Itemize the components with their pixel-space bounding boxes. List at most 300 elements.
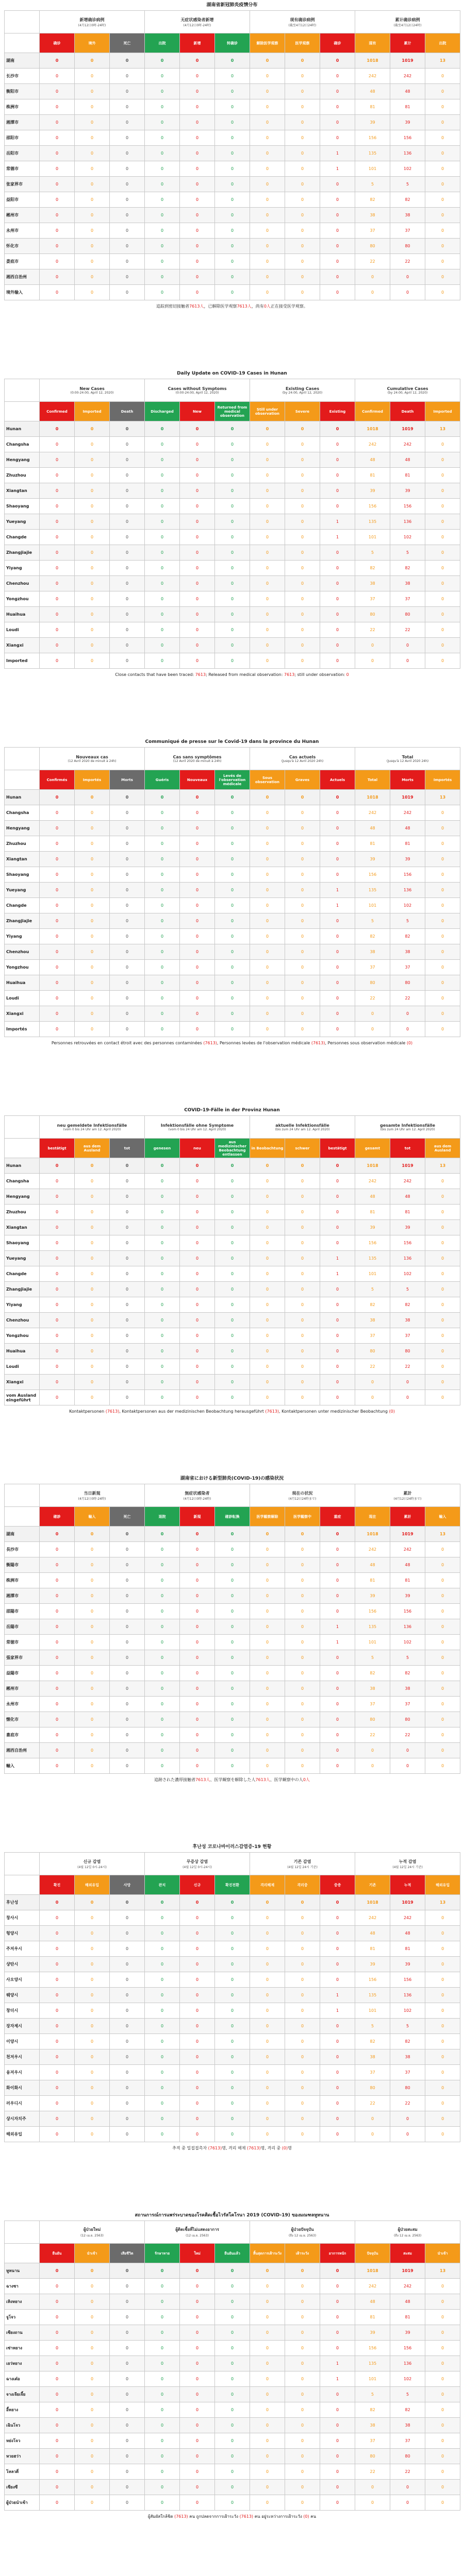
value-cell: 0 (215, 1619, 250, 1635)
value-cell: 0 (250, 991, 285, 1006)
value-cell: 0 (75, 146, 110, 161)
value-cell: 0 (320, 2418, 355, 2433)
value-cell: 0 (250, 1941, 285, 1957)
table-row (5, 622, 460, 638)
table-row (5, 177, 460, 192)
value-cell: 1019 (390, 2263, 425, 2279)
value-cell: 0 (75, 1941, 110, 1957)
value-cell: 0 (425, 239, 460, 254)
region-name: 湘潭市 (5, 1588, 40, 1604)
value-cell: 0 (320, 437, 355, 452)
stats-table (4, 1484, 460, 1774)
value-cell: 82 (390, 2034, 425, 2049)
value-cell: 0 (390, 1743, 425, 1758)
value-cell: 0 (40, 653, 75, 669)
column-header: 确诊 (40, 33, 75, 53)
value-cell: 37 (390, 2433, 425, 2449)
table-row (5, 821, 460, 836)
group-header (250, 11, 355, 33)
value-cell: 0 (215, 254, 250, 269)
value-cell: 0 (425, 269, 460, 285)
value-cell: 0 (285, 2003, 320, 2019)
value-cell: 0 (320, 1926, 355, 1941)
value-cell: 0 (110, 239, 145, 254)
value-cell: 0 (180, 285, 215, 300)
value-cell: 0 (75, 1557, 110, 1573)
value-cell: 80 (390, 975, 425, 991)
column-header: Sous observation (250, 770, 285, 790)
value-cell: 1 (320, 514, 355, 530)
value-cell: 0 (215, 239, 250, 254)
value-cell: 1019 (390, 790, 425, 805)
region-header (5, 1875, 40, 1895)
value-cell: 0 (425, 805, 460, 821)
value-cell: 0 (180, 1174, 215, 1189)
value-cell: 0 (215, 1588, 250, 1604)
value-cell: 0 (40, 1557, 75, 1573)
value-cell: 22 (355, 254, 390, 269)
region-name: 永州市 (5, 1697, 40, 1712)
footnote-text: Close contacts that have been traced: (115, 672, 195, 677)
value-cell: 0 (40, 1235, 75, 1251)
value-cell: 0 (75, 1588, 110, 1604)
value-cell: 0 (320, 2127, 355, 2142)
column-header: อาการหนัก (320, 2244, 355, 2263)
value-cell: 82 (355, 2034, 390, 2049)
value-cell: 0 (215, 1666, 250, 1681)
value-cell: 0 (285, 1941, 320, 1957)
value-cell: 0 (75, 2356, 110, 2371)
value-cell: 0 (250, 2433, 285, 2449)
column-header-row (5, 1507, 460, 1527)
value-cell: 0 (285, 1743, 320, 1758)
section-title: Communiqué de presse sur le Covid-19 dans la province du Hunan (145, 739, 319, 744)
value-cell: 0 (215, 1758, 250, 1774)
value-cell: 48 (355, 452, 390, 468)
group-subtitle: (4월 12일 24시 기준) (392, 1865, 423, 1869)
value-cell: 0 (40, 2034, 75, 2049)
value-cell: 0 (40, 115, 75, 130)
table-row (5, 1006, 460, 1022)
value-cell: 0 (285, 2495, 320, 2511)
column-header-row (5, 770, 460, 790)
column-header: 累計 (390, 1507, 425, 1527)
table-row (5, 929, 460, 944)
value-cell: 0 (390, 2495, 425, 2511)
value-cell: 0 (425, 867, 460, 883)
value-cell: 81 (355, 468, 390, 483)
region-name: 岳阳市 (5, 146, 40, 161)
value-cell: 0 (75, 1712, 110, 1727)
value-cell: 0 (145, 1972, 180, 1988)
value-cell: 0 (145, 2464, 180, 2480)
value-cell: 0 (110, 2096, 145, 2111)
value-cell: 0 (180, 452, 215, 468)
value-cell: 0 (425, 2279, 460, 2294)
value-cell: 0 (145, 2111, 180, 2127)
value-cell: 0 (320, 2294, 355, 2310)
value-cell: 0 (355, 638, 390, 653)
value-cell: 0 (110, 1282, 145, 1297)
value-cell: 0 (425, 944, 460, 960)
value-cell: 0 (75, 960, 110, 975)
region-name: Zhuzhou (5, 1205, 40, 1220)
value-cell: 38 (355, 2418, 390, 2433)
value-cell: 0 (110, 1727, 145, 1743)
value-cell: 0 (320, 2449, 355, 2464)
group-header-row (5, 11, 460, 33)
value-cell: 48 (355, 821, 390, 836)
value-cell: 0 (40, 1266, 75, 1282)
value-cell: 0 (425, 1359, 460, 1375)
value-cell: 0 (425, 1282, 460, 1297)
table-section (4, 0, 460, 309)
value-cell: 0 (145, 1988, 180, 2003)
value-cell: 0 (250, 1375, 285, 1390)
value-cell: 0 (425, 1957, 460, 1972)
column-header: สะสม (390, 2244, 425, 2263)
column-header: 退院 (145, 1507, 180, 1527)
value-cell: 0 (425, 192, 460, 208)
table-row (5, 2065, 460, 2080)
region-name: 사오양시 (5, 1972, 40, 1988)
value-cell: 0 (75, 2111, 110, 2127)
value-cell: 0 (180, 514, 215, 530)
value-cell: 48 (355, 1926, 390, 1941)
value-cell: 0 (320, 836, 355, 852)
value-cell: 0 (250, 1359, 285, 1375)
value-cell: 0 (215, 1235, 250, 1251)
value-cell: 0 (110, 1619, 145, 1635)
value-cell: 0 (180, 1910, 215, 1926)
value-cell: 0 (250, 545, 285, 561)
value-cell: 0 (180, 499, 215, 514)
value-cell: 0 (285, 2402, 320, 2418)
value-cell: 0 (390, 269, 425, 285)
value-cell: 0 (145, 2294, 180, 2310)
value-cell: 0 (425, 1650, 460, 1666)
value-cell: 156 (355, 1604, 390, 1619)
value-cell: 0 (285, 991, 320, 1006)
region-name: Hengyang (5, 1189, 40, 1205)
value-cell: 0 (250, 638, 285, 653)
region-name: Xiangtan (5, 1220, 40, 1235)
value-cell: 0 (180, 53, 215, 69)
group-title: Cas actuels (289, 754, 316, 759)
table-row (5, 1266, 460, 1282)
value-cell: 5 (390, 2019, 425, 2034)
value-cell: 0 (75, 1527, 110, 1542)
value-cell: 0 (285, 1957, 320, 1972)
value-cell: 0 (425, 2325, 460, 2341)
value-cell: 0 (285, 576, 320, 591)
value-cell: 0 (40, 1251, 75, 1266)
value-cell: 0 (215, 638, 250, 653)
table-row (5, 2096, 460, 2111)
value-cell: 0 (40, 239, 75, 254)
value-cell: 0 (110, 1313, 145, 1328)
value-cell: 0 (250, 1235, 285, 1251)
value-cell: 0 (215, 2019, 250, 2034)
value-cell: 82 (390, 561, 425, 576)
value-cell: 81 (355, 2310, 390, 2325)
value-cell: 0 (40, 1758, 75, 1774)
value-cell: 0 (75, 991, 110, 1006)
value-cell: 0 (320, 1328, 355, 1344)
value-cell: 0 (110, 499, 145, 514)
value-cell: 0 (110, 1359, 145, 1375)
region-name: 婁底市 (5, 1727, 40, 1743)
value-cell: 48 (390, 1189, 425, 1205)
value-cell: 0 (425, 960, 460, 975)
value-cell: 0 (180, 2480, 215, 2495)
column-header: 격리해제 (250, 1875, 285, 1895)
value-cell: 0 (145, 1895, 180, 1910)
value-cell: 0 (180, 84, 215, 99)
column-header: genesen (145, 1139, 180, 1158)
value-cell: 0 (320, 1375, 355, 1390)
table-row (5, 2263, 460, 2279)
value-cell: 0 (320, 499, 355, 514)
region-name: Yiyang (5, 561, 40, 576)
value-cell: 0 (110, 638, 145, 653)
value-cell: 0 (40, 545, 75, 561)
value-cell: 0 (110, 2034, 145, 2049)
value-cell: 0 (425, 2080, 460, 2096)
column-header: 医学観察中 (285, 1507, 320, 1527)
region-header (5, 1139, 40, 1158)
footnote (4, 1774, 460, 1783)
table-row (5, 1158, 460, 1174)
value-cell: 0 (75, 1988, 110, 2003)
value-cell: 0 (40, 1588, 75, 1604)
value-cell: 0 (75, 1743, 110, 1758)
value-cell: 0 (75, 1972, 110, 1988)
value-cell: 0 (250, 161, 285, 177)
value-cell: 0 (285, 836, 320, 852)
value-cell: 0 (215, 591, 250, 607)
value-cell: 0 (425, 2049, 460, 2065)
group-title: Cas sans symptômes (173, 754, 222, 759)
value-cell: 39 (355, 1957, 390, 1972)
column-header: 累计 (390, 33, 425, 53)
value-cell: 0 (425, 161, 460, 177)
value-cell: 0 (145, 2341, 180, 2356)
footnote (4, 669, 460, 677)
value-cell: 0 (320, 1573, 355, 1588)
value-cell: 0 (320, 2049, 355, 2065)
group-subtitle: (截至4月12日24时) (393, 23, 422, 27)
value-cell: 13 (425, 1895, 460, 1910)
value-cell: 0 (145, 1573, 180, 1588)
value-cell: 0 (285, 2325, 320, 2341)
value-cell: 0 (180, 1344, 215, 1359)
table-row (5, 1635, 460, 1650)
value-cell: 0 (285, 452, 320, 468)
value-cell: 39 (390, 1220, 425, 1235)
value-cell: 82 (390, 2402, 425, 2418)
value-cell: 38 (390, 944, 425, 960)
value-cell: 0 (75, 1957, 110, 1972)
value-cell: 0 (215, 960, 250, 975)
value-cell: 0 (110, 2279, 145, 2294)
table-row (5, 975, 460, 991)
footnote-number: (7613) (105, 1409, 120, 1414)
value-cell: 13 (425, 421, 460, 437)
value-cell: 0 (425, 1712, 460, 1727)
value-cell: 0 (145, 607, 180, 622)
value-cell: 0 (250, 1895, 285, 1910)
table-row (5, 483, 460, 499)
group-title: Infektionsfälle ohne Symptome (160, 1123, 234, 1128)
value-cell: 1019 (390, 421, 425, 437)
value-cell: 0 (145, 1266, 180, 1282)
value-cell: 0 (40, 130, 75, 146)
value-cell: 0 (40, 1988, 75, 2003)
region-name: 창사시 (5, 1910, 40, 1926)
value-cell: 0 (180, 1527, 215, 1542)
value-cell: 136 (390, 514, 425, 530)
table-section (4, 368, 460, 677)
value-cell: 0 (250, 821, 285, 836)
value-cell: 0 (145, 1957, 180, 1972)
value-cell: 0 (215, 2080, 250, 2096)
value-cell: 0 (425, 130, 460, 146)
value-cell: 0 (145, 514, 180, 530)
value-cell: 0 (180, 1557, 215, 1573)
value-cell: 0 (390, 638, 425, 653)
value-cell: 0 (285, 2263, 320, 2279)
value-cell: 0 (110, 929, 145, 944)
value-cell: 0 (75, 115, 110, 130)
table-row (5, 1910, 460, 1926)
group-title: ผู้ป่วยปัจจุบัน (291, 2227, 314, 2232)
value-cell: 0 (145, 1619, 180, 1635)
value-cell: 0 (180, 790, 215, 805)
column-header: Discharged (145, 402, 180, 421)
table-row (5, 576, 460, 591)
value-cell: 0 (215, 944, 250, 960)
value-cell: 102 (390, 898, 425, 913)
stats-table (4, 2221, 460, 2511)
value-cell: 0 (250, 84, 285, 99)
value-cell: 0 (250, 1390, 285, 1405)
table-row (5, 805, 460, 821)
table-row (5, 836, 460, 852)
value-cell: 0 (320, 1588, 355, 1604)
value-cell: 0 (425, 929, 460, 944)
group-header (250, 379, 355, 402)
value-cell: 0 (390, 653, 425, 669)
value-cell: 0 (180, 146, 215, 161)
value-cell: 0 (425, 1743, 460, 1758)
value-cell: 0 (40, 177, 75, 192)
value-cell: 0 (320, 821, 355, 836)
value-cell: 0 (180, 2341, 215, 2356)
group-title: 무증상 감염 (186, 1859, 208, 1864)
value-cell: 0 (75, 2279, 110, 2294)
value-cell: 0 (180, 1957, 215, 1972)
value-cell: 1 (320, 898, 355, 913)
column-header: 确诊 (320, 33, 355, 53)
value-cell: 0 (215, 99, 250, 115)
value-cell: 0 (110, 2341, 145, 2356)
value-cell: 0 (145, 944, 180, 960)
value-cell: 0 (250, 883, 285, 898)
group-header (145, 11, 250, 33)
region-name: 장자제시 (5, 2019, 40, 2034)
value-cell: 0 (180, 254, 215, 269)
value-cell: 0 (425, 99, 460, 115)
section-title: 湖南省新冠肺炎疫情分布 (206, 3, 258, 8)
value-cell: 0 (110, 2080, 145, 2096)
value-cell: 0 (250, 1189, 285, 1205)
value-cell: 0 (250, 852, 285, 867)
table-row (5, 499, 460, 514)
value-cell: 0 (215, 1359, 250, 1375)
value-cell: 0 (425, 1666, 460, 1681)
value-cell: 0 (145, 2065, 180, 2080)
value-cell: 0 (285, 1022, 320, 1037)
value-cell: 0 (40, 99, 75, 115)
value-cell: 0 (40, 483, 75, 499)
value-cell: 0 (145, 1189, 180, 1205)
value-cell: 0 (215, 2049, 250, 2065)
value-cell: 0 (390, 1006, 425, 1022)
value-cell: 0 (75, 1390, 110, 1405)
value-cell: 0 (285, 1681, 320, 1697)
value-cell: 102 (390, 2371, 425, 2387)
value-cell: 0 (180, 223, 215, 239)
value-cell: 0 (75, 898, 110, 913)
value-cell: 0 (180, 2111, 215, 2127)
value-cell: 5 (355, 2387, 390, 2402)
value-cell: 0 (180, 944, 215, 960)
value-cell: 0 (285, 821, 320, 836)
value-cell: 0 (250, 805, 285, 821)
value-cell: 0 (425, 561, 460, 576)
value-cell: 0 (145, 146, 180, 161)
value-cell: 1 (320, 530, 355, 545)
value-cell: 0 (250, 1527, 285, 1542)
value-cell: 80 (355, 239, 390, 254)
value-cell: 0 (145, 530, 180, 545)
value-cell: 0 (425, 1022, 460, 1037)
value-cell: 0 (145, 2019, 180, 2034)
value-cell: 0 (40, 285, 75, 300)
value-cell: 0 (320, 2034, 355, 2049)
value-cell: 0 (215, 499, 250, 514)
value-cell: 0 (145, 2433, 180, 2449)
value-cell: 0 (40, 1158, 75, 1174)
value-cell: 0 (215, 208, 250, 223)
value-cell: 0 (425, 607, 460, 622)
section-title: สถานการณ์การแพร่ระบาดของโรคติดเชื้อไวรัสโคโรนา 2019 (COVID-19) ของมณฑลหูหนาน (135, 2213, 329, 2218)
value-cell: 0 (425, 2310, 460, 2325)
footnote-text: 、医学観察中の人 (270, 1777, 303, 1782)
value-cell: 0 (75, 2263, 110, 2279)
value-cell: 0 (250, 913, 285, 929)
value-cell: 0 (285, 69, 320, 84)
value-cell: 0 (320, 1758, 355, 1774)
group-title: 新增确诊病例 (79, 17, 105, 22)
value-cell: 0 (180, 576, 215, 591)
column-header: 確診転換 (215, 1507, 250, 1527)
column-header: bestätigt (320, 1139, 355, 1158)
value-cell: 0 (215, 1727, 250, 1743)
value-cell: 0 (40, 2127, 75, 2142)
value-cell: 5 (355, 545, 390, 561)
